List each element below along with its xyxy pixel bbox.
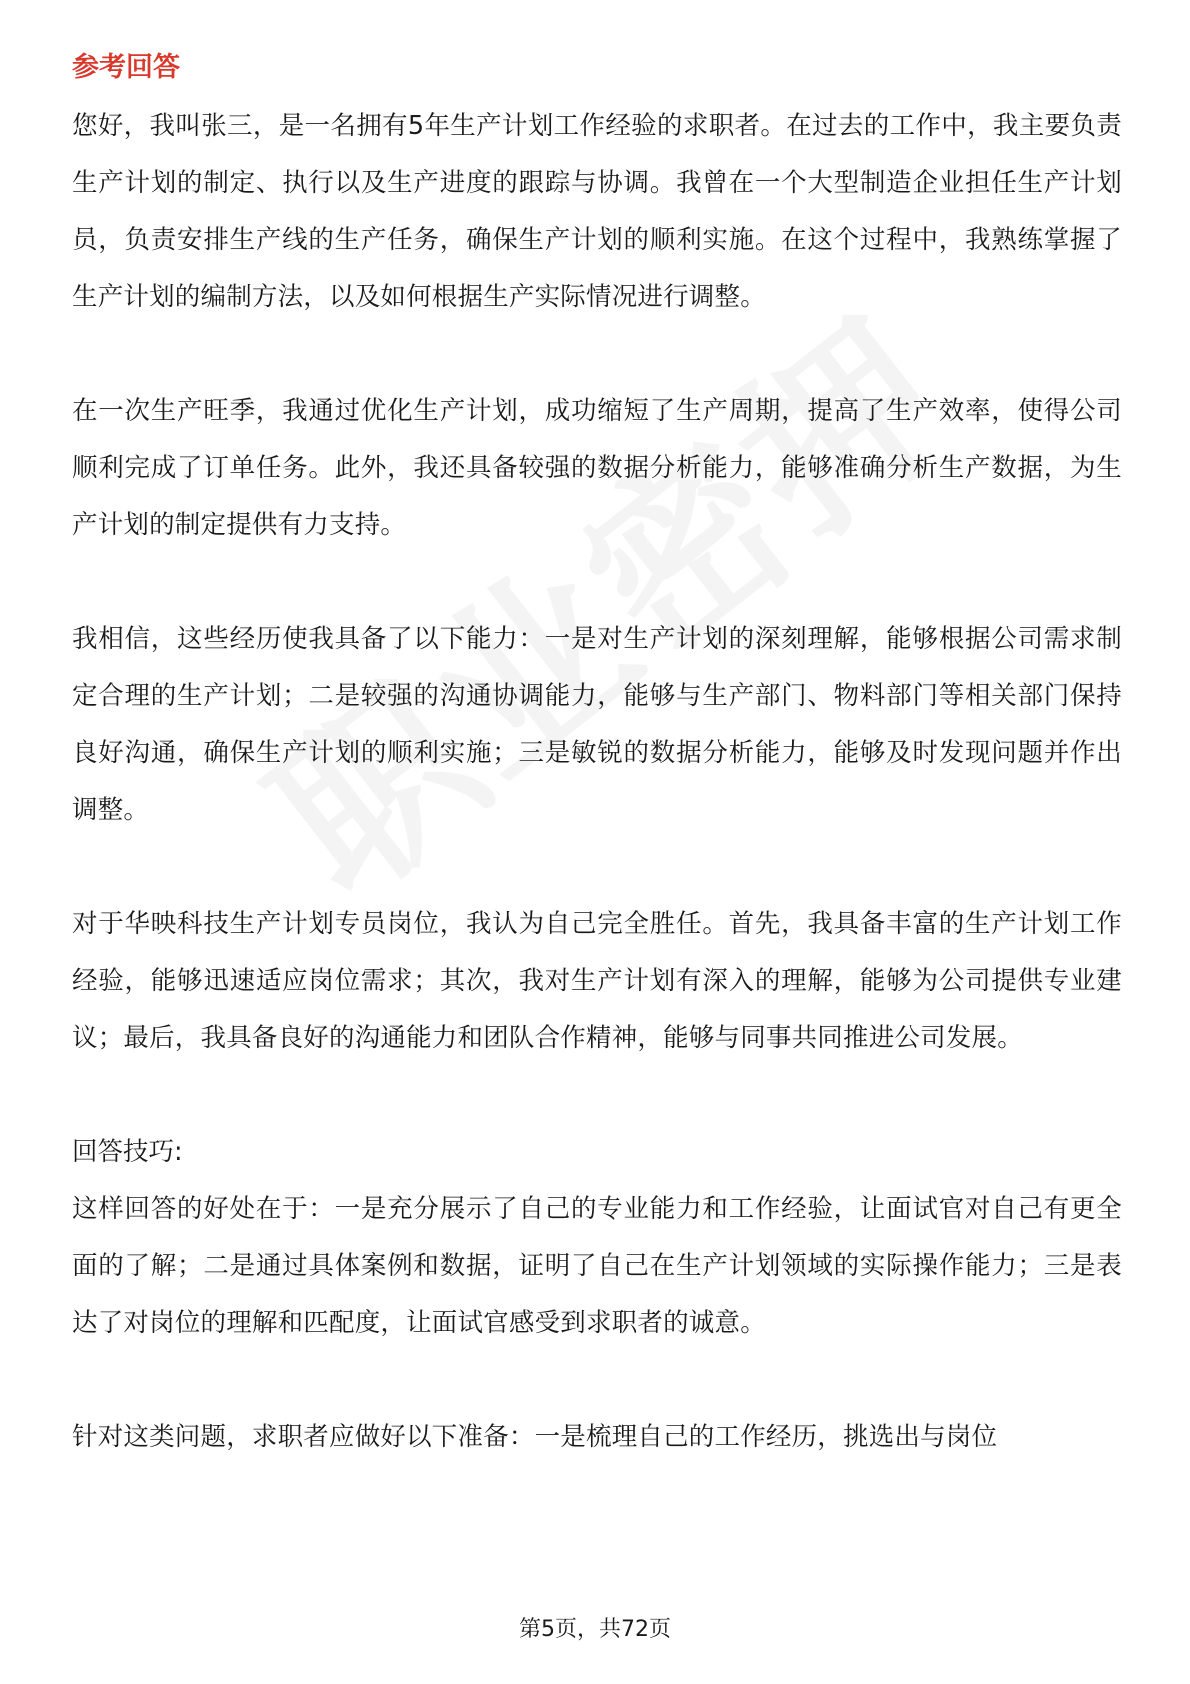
page-number-footer: 第5页，共72页 <box>519 1617 671 1642</box>
answer-paragraph-2: 在一次生产旺季，我通过优化生产计划，成功缩短了生产周期，提高了生产效率，使得公司顺利完成了订单任务。此外，我还具备较强的数据分析能力，能够准确分析生产数据，为生产计划的制定提供有力支持。 <box>72 396 1122 540</box>
paragraph-gap <box>72 1067 1122 1124</box>
tips-paragraph-2: 针对这类问题，求职者应做好以下准备：一是梳理自己的工作经历，挑选出与岗位 <box>72 1422 998 1452</box>
paragraph-gap <box>72 1352 1122 1409</box>
tips-paragraph-1: 这样回答的好处在于：一是充分展示了自己的专业能力和工作经验，让面试官对自己有更全面的了解；二是通过具体案例和数据，证明了自己在生产计划领域的实际操作能力；三是表达了对岗位的理解和匹配度，让面试官感受到求职者的诚意。 <box>72 1194 1122 1338</box>
answer-paragraph-1: 您好，我叫张三，是一名拥有5年生产计划工作经验的求职者。在过去的工作中，我主要负责生产计划的制定、执行以及生产进度的跟踪与协调。我曾在一个大型制造企业担任生产计划员，负责安排生产线的生产任务，确保生产计划的顺利实施。在这个过程中，我熟练掌握了生产计划的编制方法，以及如何根据生产实际情况进行调整。 <box>72 111 1122 312</box>
paragraph-gap <box>72 554 1122 611</box>
section-heading: 参考回答 <box>72 52 180 83</box>
answer-paragraph-3: 我相信，这些经历使我具备了以下能力：一是对生产计划的深刻理解，能够根据公司需求制定合理的生产计划；二是较强的沟通协调能力，能够与生产部门、物料部门等相关部门保持良好沟通，确保生产计划的顺利实施；三是敏锐的数据分析能力，能够及时发现问题并作出调整。 <box>72 624 1122 825</box>
answer-paragraph-4: 对于华映科技生产计划专员岗位，我认为自己完全胜任。首先，我具备丰富的生产计划工作经验，能够迅速适应岗位需求；其次，我对生产计划有深入的理解，能够为公司提供专业建议；最后，我具备良好的沟通能力和团队合作精神，能够与同事共同推进公司发展。 <box>72 909 1122 1053</box>
document-body <box>72 48 1122 1466</box>
tips-heading: 回答技巧: <box>72 1137 183 1167</box>
paragraph-gap <box>72 326 1122 383</box>
paragraph-gap <box>72 839 1122 896</box>
